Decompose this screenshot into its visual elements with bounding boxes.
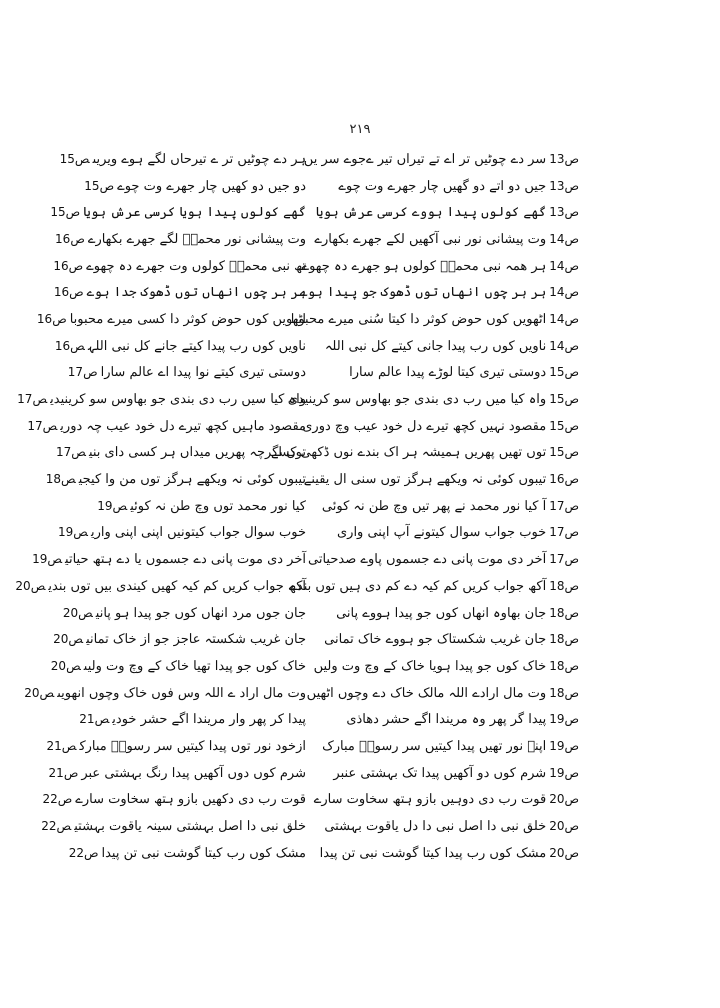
right-entry-text: توں تھیں پھریں ہمیشہ ہر اک بندے نوں ڈکھی کسے xyxy=(271,445,547,461)
index-row xyxy=(46,733,582,760)
right-entry-text: ناویں کوں رب پیدا جانی کیتے کل نبی اللہ xyxy=(324,338,547,354)
right-entry-ref: ص14 xyxy=(549,311,579,326)
index-row xyxy=(50,653,582,680)
left-entry-text: کیا نور محمد توں وچ طن نہ کوئی xyxy=(130,498,306,514)
left-entry-page: ص15 xyxy=(84,178,115,193)
right-entry xyxy=(308,551,582,568)
left-entry-text: آخر دی موت پانی دے جسموں یا دے ہتھ حیاتی xyxy=(65,552,306,568)
left-entry xyxy=(67,364,306,381)
left-entry-text: ازخود نور توں پیدا کیتیں سر رسولؐ مبارک xyxy=(79,738,306,754)
right-entry-text: وت مال ارادے اللہ مالک خاک دے وچوں اٹھیں xyxy=(306,685,547,701)
index-row xyxy=(55,226,582,253)
right-entry xyxy=(271,444,582,461)
left-entry-text: دو جیں دو کھیں چار جھرے وت چوے xyxy=(117,178,306,194)
right-entry xyxy=(324,631,582,648)
left-entry xyxy=(50,658,306,675)
left-entry-text: مقصود ماہیں کچھ تیرے دل خود عیب چہ دوری xyxy=(60,418,306,434)
right-entry-text: آ کیا نور محمد نے پھر تیں وچ طن نہ کوئی xyxy=(321,498,547,514)
left-entry xyxy=(45,471,306,488)
right-entry xyxy=(346,364,582,381)
right-entry xyxy=(314,231,582,248)
right-entry-text: ہر ہر چوں انھاں توں ڈھوک جو پیدا ہوے xyxy=(299,285,547,301)
left-entry-page: ص21 xyxy=(79,712,110,727)
right-entry-text: سر دے چوٹیں تر اے تے تیراں تیر ےجوے سر یں xyxy=(303,151,547,167)
left-entry xyxy=(54,338,306,355)
left-entry-page: ص19 xyxy=(97,498,128,513)
left-entry-page: ص21 xyxy=(48,765,79,780)
left-entry xyxy=(84,178,306,195)
index-row xyxy=(84,173,582,200)
right-entry xyxy=(303,471,582,488)
right-entry xyxy=(321,498,582,515)
right-entry xyxy=(287,391,582,408)
right-entry xyxy=(324,818,582,835)
right-entry-text: مشک کوں رب پیدا کیتا گوشت نبی تن پیدا xyxy=(319,845,547,861)
index-row xyxy=(55,440,582,467)
right-entry-text: جان بھاوہ انھاں کوں جو پیدا ہووے پانی xyxy=(336,605,547,621)
left-entry xyxy=(41,818,306,835)
left-entry xyxy=(36,311,306,328)
left-entry xyxy=(96,498,306,515)
left-entry-page: ص22 xyxy=(42,792,73,807)
right-entry-ref: ص13 xyxy=(549,178,579,193)
left-entry-page: ص22 xyxy=(68,845,99,860)
right-entry-ref: ص20 xyxy=(549,845,579,860)
right-entry xyxy=(338,178,582,195)
right-entry xyxy=(346,711,582,728)
left-entry-page: ص19 xyxy=(32,552,63,567)
right-entry-text: قوت رب دی دوہیں بازو ہتھ سخاوت سارے xyxy=(313,792,547,808)
right-entry-text: مقصود نہیں کچھ تیرے دل خود عیب وچ دوری xyxy=(302,418,547,434)
left-entry-text: دوستی تیری کیتے نوا پیدا اے عالم سارا xyxy=(100,365,306,381)
index-row xyxy=(53,279,582,306)
right-entry xyxy=(324,338,582,355)
index-row xyxy=(59,146,582,173)
left-entry xyxy=(62,605,306,622)
right-entry-ref: ص15 xyxy=(549,392,579,407)
left-entry-page: ص20 xyxy=(50,658,81,673)
index-row xyxy=(79,706,582,733)
left-entry xyxy=(79,711,306,728)
right-entry-ref: ص19 xyxy=(549,765,579,780)
right-entry xyxy=(299,284,582,301)
index-row xyxy=(54,333,582,360)
right-entry-text: واہ کیا میں رب دی بندی جو بھاوس سو کرینیدی xyxy=(287,392,547,408)
right-entry xyxy=(336,605,582,622)
left-entry-text: خوب سوال جواب کیتونیں اپنی اپنی واری xyxy=(90,525,306,541)
right-entry-ref: ص17 xyxy=(549,525,579,540)
left-entry-page: ص16 xyxy=(54,338,85,353)
index-table xyxy=(15,146,582,867)
right-entry-ref: ص15 xyxy=(549,365,579,380)
right-entry-text: دوستی تیری کیتا لوڑے پیدا عالم سارا xyxy=(349,365,547,381)
left-entry-text: شرم کوں دوں آکھیں پیدا رنگ بہشتی عبر xyxy=(81,765,306,781)
left-entry xyxy=(53,284,306,301)
left-entry xyxy=(24,685,306,702)
left-entry xyxy=(46,738,306,755)
right-entry-ref: ص14 xyxy=(549,338,579,353)
right-entry-text: آکھ جواب کریں کم کیہ دے کم دی ہیں توں بندے xyxy=(289,578,547,594)
left-entry-page: ص17 xyxy=(55,445,86,460)
left-entry-text: آکھ جواب کریں کم کیہ کھیں کیندی بیں توں بندی xyxy=(48,578,306,594)
right-entry-ref: ص18 xyxy=(549,658,579,673)
left-entry xyxy=(68,845,306,862)
right-entry-ref: ص13 xyxy=(549,151,579,166)
left-entry-page: ص20 xyxy=(62,605,93,620)
left-entry xyxy=(42,791,306,808)
index-row xyxy=(32,546,582,573)
left-entry-page: ص15 xyxy=(50,205,81,220)
right-entry xyxy=(313,791,582,808)
left-entry-page: ص21 xyxy=(46,738,77,753)
right-entry-ref: ص18 xyxy=(549,632,579,647)
right-entry xyxy=(313,658,582,675)
left-entry xyxy=(58,524,306,541)
index-row xyxy=(27,413,582,440)
left-entry-page: ص16 xyxy=(53,285,84,300)
index-row xyxy=(67,360,582,387)
right-entry xyxy=(315,204,582,221)
right-entry xyxy=(303,151,582,168)
right-entry xyxy=(333,765,582,782)
index-row xyxy=(15,573,582,600)
right-entry-text: خوب جواب سوال کیتونے آپ اپنی واری xyxy=(336,525,547,541)
right-entry-text: خاک کوں جو پیدا ہویا خاک کے وچ وت ولیں xyxy=(313,658,547,674)
right-entry-ref: ص19 xyxy=(549,738,579,753)
left-entry-page: ص16 xyxy=(36,311,67,326)
right-entry xyxy=(301,258,582,275)
left-entry-text: تھ نبی محمدؐ کولوں وت جھرے دہ چھوے xyxy=(86,258,306,274)
index-row xyxy=(62,600,582,627)
right-entry-ref: ص15 xyxy=(549,445,579,460)
left-entry-page: ص18 xyxy=(45,472,76,487)
left-entry-text: مشک کوں رب کیتا گوشت نبی تن پیدا xyxy=(101,845,306,861)
right-entry xyxy=(322,738,582,755)
right-entry-text: وت پیشانی نور نبی آکھیں لکے جھرے بکھارے xyxy=(314,231,547,247)
right-entry-ref: ص18 xyxy=(549,605,579,620)
right-entry-text: آخر دی موت پانی دے جسموں پاوے صدحیاتی xyxy=(308,552,547,568)
left-entry-text: تیبوں کوئی نہ ویکھے ہرگز توں من وا کیجی xyxy=(78,472,306,488)
left-entry xyxy=(48,765,306,782)
index-row xyxy=(50,199,582,226)
left-entry-text: وت مال اراد ے اللہ وس فوں خاک وچوں انھویں xyxy=(57,685,306,701)
right-entry-ref: ص16 xyxy=(549,472,579,487)
left-entry-page: ص15 xyxy=(59,151,90,166)
right-entry-text: گھے کولوں پیدا ہووے کرسی عرش ہویا xyxy=(315,205,547,221)
left-entry-text: گھے کولوں پیدا ہویا کرسی عرش ہویا xyxy=(83,205,306,221)
right-entry-ref: ص18 xyxy=(549,578,579,593)
right-entry-ref: ص13 xyxy=(549,205,579,220)
index-row xyxy=(96,493,582,520)
right-entry-text: پیدا گر پھر وہ مریندا اگے حشر دھاذی xyxy=(346,712,547,728)
left-entry-page: ص17 xyxy=(27,418,58,433)
left-entry-text: وت پیشانی نور محمدؐ لگے جھرے بکھارے xyxy=(87,231,306,247)
right-entry-text: جیں دو اتے دو گھیں چار جھرے وت چوے xyxy=(338,178,547,194)
left-entry-page: ص22 xyxy=(41,819,72,834)
index-row xyxy=(53,253,582,280)
left-entry xyxy=(32,551,306,568)
index-row xyxy=(17,386,582,413)
index-row xyxy=(68,840,582,867)
right-entry xyxy=(336,524,582,541)
left-entry xyxy=(59,151,306,168)
index-row xyxy=(41,813,582,840)
left-entry-text: ناویں کوں رب پیدا کیتے جانے کل نبی اللہ xyxy=(87,338,306,354)
index-row xyxy=(24,680,582,707)
left-entry-page: ص20 xyxy=(24,685,55,700)
left-entry-text: جان غریب شکستہ عاجز جو از خاک تمانی xyxy=(86,632,306,648)
right-entry-ref: ص14 xyxy=(549,231,579,246)
right-entry-ref: ص15 xyxy=(549,418,579,433)
right-entry xyxy=(290,311,582,328)
left-entry-page: ص16 xyxy=(53,258,84,273)
left-entry-text: ہر دے چوٹیں تر ے تیرحاں لگے ہوے ویریں xyxy=(92,151,306,167)
right-entry xyxy=(319,845,582,862)
right-entry-ref: ص20 xyxy=(549,819,579,834)
left-entry-text: خلق نبی دا اصل بہشتی سینہ یاقوت بہشتی xyxy=(74,819,306,835)
left-entry-text: خاک کوں جو پیدا تھیا خاک کے وچ وت ولیں xyxy=(83,658,306,674)
left-entry-page: ص17 xyxy=(67,365,98,380)
left-entry-text: جان جوں مرد انھاں کوں جو پیدا ہو پانی xyxy=(95,605,306,621)
left-entry xyxy=(55,231,306,248)
left-entry xyxy=(17,391,306,408)
left-entry-text: قوت رب دی دکھیں بازو ہتھ سخاوت سارے xyxy=(75,792,306,808)
left-entry-page: ص20 xyxy=(15,578,46,593)
left-entry xyxy=(53,258,306,275)
right-entry-ref: ص14 xyxy=(549,285,579,300)
right-entry-ref: ص17 xyxy=(549,498,579,513)
index-row xyxy=(53,626,582,653)
right-entry-ref: ص18 xyxy=(549,685,579,700)
left-entry-text: ہر ہر چوں انھاں توں ڈھوک جدا ہوے xyxy=(86,285,306,301)
left-entry xyxy=(53,631,306,648)
right-entry-ref: ص19 xyxy=(549,712,579,727)
right-entry-text: ہر ھمہ نبی محمدؐ کولوں ہو جھرے دہ چھوے xyxy=(301,258,547,274)
left-entry-text: اٹھویں کوں حوض کوثر دا کسی میرے محبوبا xyxy=(69,311,306,327)
left-entry-text: پیدا کر پھر وار مریندا اگے حشر خودی xyxy=(112,712,306,728)
left-entry-page: ص16 xyxy=(55,231,85,246)
right-entry xyxy=(306,685,582,702)
right-entry xyxy=(289,578,582,595)
right-entry-text: شرم کوں دو آکھیں پیدا تک بہشتی عنبر xyxy=(333,765,547,781)
index-row xyxy=(36,306,582,333)
page-number: ۲۱۹ xyxy=(349,122,371,137)
left-entry-page: ص19 xyxy=(58,525,88,540)
index-row xyxy=(48,760,582,787)
right-entry-ref: ص14 xyxy=(549,258,579,273)
right-entry-text: خلق نبی دا اصل نبی دا دل یاقوت بہشتی xyxy=(324,819,547,835)
right-entry-text: جان غریب شکستاک جو ہووے خاک تمانی xyxy=(324,632,547,648)
left-entry-page: ص17 xyxy=(17,392,48,407)
right-entry-text: اپنے نور تھیں پیدا کیتیں سر رسولؐ مبارک xyxy=(322,738,547,754)
index-row xyxy=(58,520,582,547)
right-entry-ref: ص20 xyxy=(549,792,579,807)
right-entry xyxy=(302,418,582,435)
right-entry-text: اٹھویں کوں حوض کوثر دا کیتا سُنی میرے محبوبا xyxy=(290,311,547,327)
right-entry-text: تیبوں کوئی نہ ویکھے ہرگز توں سنی ال یقینے xyxy=(303,472,547,488)
left-entry-text: توں اگرچہ پھریں میداں ہر کسی دای بنی xyxy=(88,445,306,461)
index-row xyxy=(45,466,582,493)
left-entry-text: واہ کیا سیں رب دی بندی جو بھاوس سو کرینیدی xyxy=(50,392,306,408)
right-entry-ref: ص17 xyxy=(549,552,579,567)
left-entry xyxy=(50,204,306,221)
left-entry-page: ص20 xyxy=(53,632,84,647)
index-row xyxy=(42,787,582,814)
left-entry xyxy=(15,578,306,595)
left-entry xyxy=(27,418,306,435)
